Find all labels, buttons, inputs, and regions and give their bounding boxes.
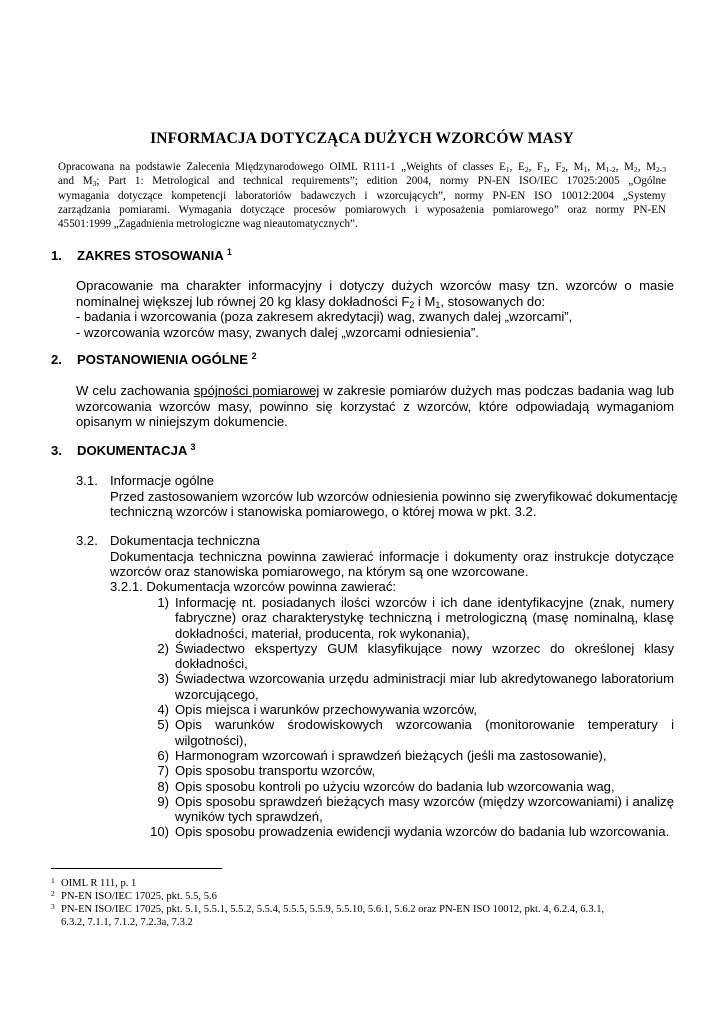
intro-line: Opracowana na podstawie Zalecenia Międzynarodowego OIML R111-1 „Weights of classes $E_1$, $E_2$, $F_1$, $F_2$, $M_1$, $M_{1-2}$, $M_2$, $M_{2-3}$ [58,161,667,174]
list-item: 3) Świadectwa wzorcowania urzędu administracji miar lub akredytowanego laboratorium wzorcującego, [157,671,674,702]
subsection-3-1: Informacje ogólne Przed zastosowaniem wzorców lub wzorców odniesienia powinno się zweryfikować dokumentację techniczną wzorców i stanowiska pomiarowego, o której mowa w pkt. 3.2. [110,473,678,519]
intro-line: zarządzania pomiarami. Wymagania dotyczące procesów pomiarowych i wyposażenia pomiarowego” oraz normy PN-EN [58,203,666,216]
section-1-body: Opracowanie ma charakter informacyjny i dotyczy dużych wzorców masy tzn. wzorców o masie nominalnej większej lub równej 20 kg klasy dokładności $F_2$ i $M_1$, stosowanych do: - badania i wzorcowania (poza zakresem akredytacji) wag, zwanych dalej „wzorcami”, - wzorcowania wzorców masy, zwanych dalej „wzorcami odniesienia”. [76,278,674,340]
document-title: INFORMACJA DOTYCZĄCA DUŻYCH WZORCÓW MASY [150,130,574,147]
intro-paragraph [58,160,666,231]
documentation-list [149,595,674,840]
list-item: 4) Opis miejsca i warunków przechowywania wzorców, [157,702,477,718]
section-3-heading: 3. DOKUMENTACJA $^3$ [51,442,196,458]
section-1-heading: 1. ZAKRES STOSOWANIA $^1$ [51,247,232,263]
list-item: 8) Opis sposobu kontroli po użyciu wzorców do badania lub wzorcowania wag, [157,778,615,794]
intro-line: wymagania dotyczące kompetencji laboratoriów badawczych i wzorcujących”, normy PN-EN ISO 10012:2004 „Systemy [58,189,666,202]
list-item: 10) Opis sposobu prowadzenia ewidencji wydania wzorców do badania lub wzorcowania. [150,824,670,840]
footnote-ref: 2 [251,351,257,362]
list-item: 7) Opis sposobu transportu wzorców, [157,763,376,779]
intro-line: and $M_3$; Part 1: Metrological and technical requirements”; edition 2004, normy PN-EN ISO/IEC 17025:2005 „Ogólne [58,175,666,189]
list-item: 6) Harmonogram wzorcowań i sprawdzeń bieżących (jeśli ma zastosowanie), [157,747,607,763]
subsection-3-2: Dokumentacja techniczna Dokumentacja techniczna powinna zawierać informacje i dokumenty oraz instrukcje dotyczące wzorców oraz stanowiska pomiarowego, na którym są one wzorcowane. [110,533,674,579]
footnote-separator [51,868,222,869]
footnote-ref: 3 [190,442,196,453]
subsection-3-2-1: 3.2.1. Dokumentacja wzorców powinna zawierać: [110,579,397,594]
section-2-heading: 2. POSTANOWIENIA OGÓLNE $^2$ [51,351,257,367]
footnote-ref: 1 [226,247,232,258]
document-page: INFORMACJA DOTYCZĄCA DUŻYCH WZORCÓW MASY Opracowana na podstawie Zalecenia Międzynarodowego OIML R111-1 „Weights of classes $E_1$, $E_2$, $F_1$, $F_2$, $M_1$, $M_{1-2}$, $M_2$, $M_{2-3}$ and $M_3$; Part 1: Metrological and technical requirements”; edition 2004, normy PN-EN ISO/IEC 17025:2005 „Ogólne wymagania dotyczące kompetencji laboratoriów badawczych i wzorcujących”, normy PN-EN ISO 10012:2004 „Systemy zarządzania pomiarami. Wymagania dotyczące procesów pomiarowych i wyposażenia pomiarowego” oraz normy PN-EN 45501:1999 „Zagadnienia metrologiczne wag nieautomatycznych”. 1. ZAKRES STOSOWANIA $^1$ Opracowanie ma charakter informacyjny i dotyczy dużych wzorców masy tzn. wzorców o masie nominalnej większej lub równej 20 kg klasy dokładności $F_2$ i $M_1$, stosowanych do: - badania i wzorcowania (poza zakresem akredytacji) wag, zwanych dalej „wzorcami”, - wzorcowania wzorców masy, zwanych dalej „wzorcami odniesienia”. 2. POSTANOWIENIA OGÓLNE $^2$ W celu zachowania spójności pomiarowej w zakresie pomiarów dużych mas podczas badania wag lub wzorcowania wzorców masy, powinno się korzystać z wzorców, które odpowiadają wymaganiom opisanym w niniejszym dokumencie. 3. DOKUMENTACJA $^3$ 3.1. Informacje ogólne Przed zastosowaniem wzorców lub wzorców odniesienia powinno się zweryfikować dokumentację techniczną wzorców i stanowiska pomiarowego, o której mowa w pkt. 3.2. 3.2. Dokumentacja techniczna Dokumentacja techniczna powinna zawierać informacje i dokumenty oraz instrukcje dotyczące wzorców oraz stanowiska pomiarowego, na którym są one wzorcowane. 3.2.1. Dokumentacja wzorców powinna zawierać: 1) Informację nt. posiadanych ilości wzorców i ich dane identyfikacyjne (znak, numery fabryczne) oraz charakterystykę techniczną i metrologiczną (masę nominalną, klasę dokładności, materiał, producenta, rok wykonania), 2) Świadectwo ekspertyzy GUM klasyfikujące nowy wzorzec do określonej klasy dokładności, 3) Świadectwa wzorcowania urzędu administracji miar lub akredytowanego laboratorium wzorcującego, 4) Opis miejsca i warunków przechowywania wzorców, 5) Opis warunków środowiskowych wzorcowania (monitorowanie temperatury i wilgotności), 6) Harmonogram wzorcowań i sprawdzeń bieżących (jeśli ma zastosowanie), 7) Opis sposobu transportu wzorców, 8) Opis sposobu kontroli po użyciu wzorców do badania lub wzorcowania wag, 9) Opis sposobu sprawdzeń bieżących masy wzorców (między wzorcowaniami) i analizę wyników tych sprawdzeń, 10) Opis sposobu prowadzenia ewidencji wydania wzorców do badania lub wzorcowania. 1 OIML R 111, p. 1 2 PN-EN ISO/IEC 17025, pkt. 5.5, 5.6 3 PN-EN ISO/IEC 17025, pkt. 5.1, 5.5.1, 5.5.2, 5.5.4, 5.5.5, 5.5.9, 5.5.10, 5.6.1, 5.6.2 oraz PN-EN ISO 10012, pkt. 4, 6.2.4, 6.3.1, 6.3.2, 7.1.1, 7.1.2, 7.2.3a, 7.3.2 [0,0,724,1024]
subsection-3-2-number: 3.2. [76,533,98,548]
subsection-3-1-number: 3.1. [76,473,98,488]
list-item: 1) Informację nt. posiadanych ilości wzorców i ich dane identyfikacyjne (znak, numery fabryczne) oraz charakterystykę techniczną i metrologiczną (masę nominalną, klasę dokładności, materiał, producenta, rok wykonania), [157,595,674,641]
list-item: 9) Opis sposobu sprawdzeń bieżących masy wzorców (między wzorcowaniami) i analizę wyników tych sprawdzeń, [157,793,674,825]
section-2-body: W celu zachowania spójności pomiarowej w zakresie pomiarów dużych mas podczas badania wag lub wzorcowania wzorców masy, powinno się korzystać z wzorców, które odpowiadają wymaganiom opisanym w niniejszym dokumencie. [76,383,674,429]
list-item: 5) Opis warunków środowiskowych wzorcowania (monitorowanie temperatury i wilgotności), [157,717,674,748]
underlined-term: spójności pomiarowej [193,383,320,398]
intro-line: 45501:1999 „Zagadnienia metrologiczne wag nieautomatycznych”. [58,218,358,231]
list-item: 2) Świadectwo ekspertyzy GUM klasyfikujące nowy wzorzec do określonej klasy dokładności, [157,640,674,672]
